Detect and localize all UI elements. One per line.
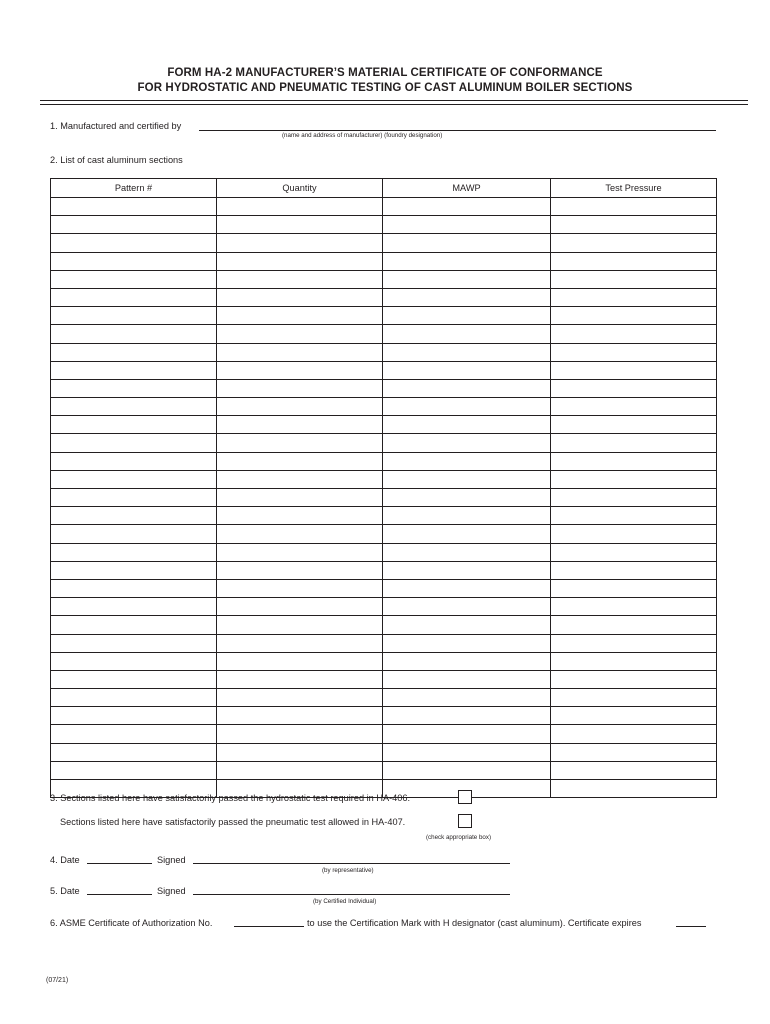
column-header-mawp: MAWP (383, 179, 551, 198)
signature-field-certified[interactable] (193, 894, 510, 895)
pattern-cell[interactable] (51, 234, 217, 252)
table-row (51, 216, 717, 234)
test-pressure-cell[interactable] (551, 616, 717, 634)
test-pressure-cell[interactable] (551, 743, 717, 761)
mawp-cell[interactable] (383, 616, 551, 634)
quantity-cell[interactable] (217, 252, 383, 270)
pattern-cell[interactable] (51, 761, 217, 779)
test-pressure-cell[interactable] (551, 288, 717, 306)
test-pressure-cell[interactable] (551, 579, 717, 597)
table-row (51, 579, 717, 597)
test-pressure-cell[interactable] (551, 325, 717, 343)
mawp-cell[interactable] (383, 434, 551, 452)
mawp-cell[interactable] (383, 325, 551, 343)
table-row (51, 234, 717, 252)
table-row (51, 288, 717, 306)
mawp-cell[interactable] (383, 725, 551, 743)
table-row (51, 398, 717, 416)
pattern-cell[interactable] (51, 543, 217, 561)
table-row (51, 634, 717, 652)
signed-label-representative: Signed (157, 855, 186, 865)
mawp-cell[interactable] (383, 288, 551, 306)
mawp-cell[interactable] (383, 361, 551, 379)
mawp-cell[interactable] (383, 452, 551, 470)
table-row (51, 361, 717, 379)
quantity-cell[interactable] (217, 198, 383, 216)
quantity-cell[interactable] (217, 652, 383, 670)
quantity-cell[interactable] (217, 288, 383, 306)
mawp-cell[interactable] (383, 216, 551, 234)
sections-list-label: 2. List of cast aluminum sections (50, 155, 183, 165)
table-row (51, 507, 717, 525)
table-row (51, 489, 717, 507)
quantity-cell[interactable] (217, 452, 383, 470)
test-pressure-cell[interactable] (551, 525, 717, 543)
form-title-line1: FORM HA-2 MANUFACTURER’S MATERIAL CERTIFICATE OF CONFORMANCE (167, 67, 603, 79)
pattern-cell[interactable] (51, 452, 217, 470)
test-pressure-cell[interactable] (551, 689, 717, 707)
certificate-expiry-field[interactable] (676, 926, 706, 927)
quantity-cell[interactable] (217, 689, 383, 707)
quantity-cell[interactable] (217, 216, 383, 234)
test-pressure-cell[interactable] (551, 634, 717, 652)
table-row (51, 616, 717, 634)
pattern-cell[interactable] (51, 379, 217, 397)
quantity-cell[interactable] (217, 507, 383, 525)
table-row (51, 670, 717, 688)
quantity-cell[interactable] (217, 379, 383, 397)
test-pressure-cell[interactable] (551, 761, 717, 779)
mawp-cell[interactable] (383, 634, 551, 652)
test-pressure-cell[interactable] (551, 307, 717, 325)
test-pressure-cell[interactable] (551, 670, 717, 688)
quantity-cell[interactable] (217, 325, 383, 343)
table-row (51, 198, 717, 216)
quantity-cell[interactable] (217, 725, 383, 743)
mawp-cell[interactable] (383, 398, 551, 416)
quantity-cell[interactable] (217, 634, 383, 652)
pattern-cell[interactable] (51, 743, 217, 761)
mawp-cell[interactable] (383, 652, 551, 670)
quantity-cell[interactable] (217, 561, 383, 579)
test-pressure-cell[interactable] (551, 780, 717, 798)
quantity-cell[interactable] (217, 670, 383, 688)
pneumatic-checkbox[interactable] (458, 814, 472, 828)
pattern-cell[interactable] (51, 598, 217, 616)
test-pressure-cell[interactable] (551, 361, 717, 379)
form-title-line2: FOR HYDROSTATIC AND PNEUMATIC TESTING OF CAST ALUMINUM BOILER SECTIONS (137, 82, 633, 94)
mawp-cell[interactable] (383, 670, 551, 688)
table-row (51, 743, 717, 761)
table-row (51, 343, 717, 361)
table-row (51, 707, 717, 725)
sections-table (50, 178, 717, 798)
pattern-cell[interactable] (51, 434, 217, 452)
table-row (51, 416, 717, 434)
quantity-cell[interactable] (217, 398, 383, 416)
pattern-cell[interactable] (51, 670, 217, 688)
test-pressure-cell[interactable] (551, 416, 717, 434)
pneumatic-statement: Sections listed here have satisfactorily passed the pneumatic test allowed in HA-407. (60, 817, 406, 827)
quantity-cell[interactable] (217, 434, 383, 452)
quantity-cell[interactable] (217, 743, 383, 761)
mawp-cell[interactable] (383, 543, 551, 561)
quantity-cell[interactable] (217, 489, 383, 507)
table-row (51, 561, 717, 579)
table-row (51, 434, 717, 452)
certification-mark-statement: to use the Certification Mark with H designator (cast aluminum). Certificate expires (307, 918, 642, 928)
pattern-cell[interactable] (51, 507, 217, 525)
mawp-cell[interactable] (383, 470, 551, 488)
quantity-cell[interactable] (217, 470, 383, 488)
quantity-cell[interactable] (217, 343, 383, 361)
pattern-cell[interactable] (51, 525, 217, 543)
pattern-cell[interactable] (51, 325, 217, 343)
pattern-cell[interactable] (51, 707, 217, 725)
test-pressure-cell[interactable] (551, 379, 717, 397)
authorization-label: 6. ASME Certificate of Authorization No. (50, 918, 213, 928)
column-header-test-pressure: Test Pressure (551, 179, 717, 198)
mawp-cell[interactable] (383, 761, 551, 779)
test-pressure-cell[interactable] (551, 216, 717, 234)
quantity-cell[interactable] (217, 543, 383, 561)
manufacturer-caption: (name and address of manufacturer) (foundry designation) (282, 132, 443, 139)
pattern-cell[interactable] (51, 689, 217, 707)
test-pressure-cell[interactable] (551, 398, 717, 416)
table-row (51, 307, 717, 325)
quantity-cell[interactable] (217, 525, 383, 543)
test-pressure-cell[interactable] (551, 198, 717, 216)
manufacturer-label: 1. Manufactured and certified by (50, 121, 182, 131)
pattern-cell[interactable] (51, 725, 217, 743)
pattern-cell[interactable] (51, 470, 217, 488)
table-row (51, 325, 717, 343)
pattern-cell[interactable] (51, 652, 217, 670)
date-label-certified: 5. Date (50, 886, 80, 896)
mawp-cell[interactable] (383, 198, 551, 216)
quantity-cell[interactable] (217, 234, 383, 252)
mawp-cell[interactable] (383, 561, 551, 579)
mawp-cell[interactable] (383, 252, 551, 270)
pattern-cell[interactable] (51, 198, 217, 216)
mawp-cell[interactable] (383, 579, 551, 597)
quantity-cell[interactable] (217, 616, 383, 634)
date-field-certified[interactable] (87, 894, 152, 895)
mawp-cell[interactable] (383, 416, 551, 434)
mawp-cell[interactable] (383, 489, 551, 507)
test-pressure-cell[interactable] (551, 234, 717, 252)
quantity-cell[interactable] (217, 307, 383, 325)
pattern-cell[interactable] (51, 398, 217, 416)
mawp-cell[interactable] (383, 307, 551, 325)
quantity-cell[interactable] (217, 416, 383, 434)
mawp-cell[interactable] (383, 379, 551, 397)
mawp-cell[interactable] (383, 234, 551, 252)
date-label-representative: 4. Date (50, 855, 80, 865)
column-header-quantity: Quantity (217, 179, 383, 198)
table-row (51, 689, 717, 707)
pattern-cell[interactable] (51, 307, 217, 325)
pattern-cell[interactable] (51, 579, 217, 597)
pattern-cell[interactable] (51, 616, 217, 634)
table-row (51, 379, 717, 397)
quantity-cell[interactable] (217, 361, 383, 379)
mawp-cell[interactable] (383, 270, 551, 288)
pattern-cell[interactable] (51, 216, 217, 234)
pattern-cell[interactable] (51, 270, 217, 288)
test-pressure-cell[interactable] (551, 652, 717, 670)
quantity-cell[interactable] (217, 579, 383, 597)
pattern-cell[interactable] (51, 361, 217, 379)
mawp-cell[interactable] (383, 598, 551, 616)
pattern-cell[interactable] (51, 634, 217, 652)
title-divider-bottom (40, 104, 748, 105)
pattern-cell[interactable] (51, 343, 217, 361)
pattern-cell[interactable] (51, 489, 217, 507)
hydrostatic-statement: 3. Sections listed here have satisfactorily passed the hydrostatic test required in HA-406. (50, 793, 411, 803)
pattern-cell[interactable] (51, 416, 217, 434)
certified-individual-caption: (by Certified Individual) (313, 898, 377, 905)
test-pressure-cell[interactable] (551, 470, 717, 488)
quantity-cell[interactable] (217, 270, 383, 288)
quantity-cell[interactable] (217, 598, 383, 616)
authorization-number-field[interactable] (234, 926, 304, 927)
manufacturer-field[interactable] (199, 130, 716, 131)
test-pressure-cell[interactable] (551, 543, 717, 561)
mawp-cell[interactable] (383, 743, 551, 761)
mawp-cell[interactable] (383, 707, 551, 725)
table-row (51, 725, 717, 743)
quantity-cell[interactable] (217, 707, 383, 725)
table-row (51, 525, 717, 543)
mawp-cell[interactable] (383, 689, 551, 707)
test-pressure-cell[interactable] (551, 561, 717, 579)
pattern-cell[interactable] (51, 288, 217, 306)
table-row (51, 761, 717, 779)
date-field-representative[interactable] (87, 863, 152, 864)
test-pressure-cell[interactable] (551, 434, 717, 452)
test-pressure-cell[interactable] (551, 270, 717, 288)
test-pressure-cell[interactable] (551, 598, 717, 616)
table-row (51, 270, 717, 288)
pattern-cell[interactable] (51, 252, 217, 270)
test-pressure-cell[interactable] (551, 343, 717, 361)
mawp-cell[interactable] (383, 343, 551, 361)
test-pressure-cell[interactable] (551, 725, 717, 743)
mawp-cell[interactable] (383, 525, 551, 543)
test-pressure-cell[interactable] (551, 452, 717, 470)
signature-field-representative[interactable] (193, 863, 510, 864)
hydrostatic-checkbox[interactable] (458, 790, 472, 804)
representative-caption: (by representative) (322, 867, 374, 874)
column-header-pattern: Pattern # (51, 179, 217, 198)
table-row (51, 252, 717, 270)
table-row (51, 543, 717, 561)
test-pressure-cell[interactable] (551, 489, 717, 507)
quantity-cell[interactable] (217, 761, 383, 779)
checkbox-caption: (check appropriate box) (426, 834, 492, 841)
table-row (51, 470, 717, 488)
test-pressure-cell[interactable] (551, 252, 717, 270)
table-body (51, 198, 717, 798)
table-row (51, 598, 717, 616)
title-divider-top (40, 100, 748, 101)
test-pressure-cell[interactable] (551, 507, 717, 525)
table-row (51, 452, 717, 470)
mawp-cell[interactable] (383, 507, 551, 525)
test-pressure-cell[interactable] (551, 707, 717, 725)
pattern-cell[interactable] (51, 561, 217, 579)
table-header-row (51, 179, 717, 198)
table-row (51, 652, 717, 670)
form-revision: (07/21) (46, 977, 69, 984)
signed-label-certified: Signed (157, 886, 186, 896)
